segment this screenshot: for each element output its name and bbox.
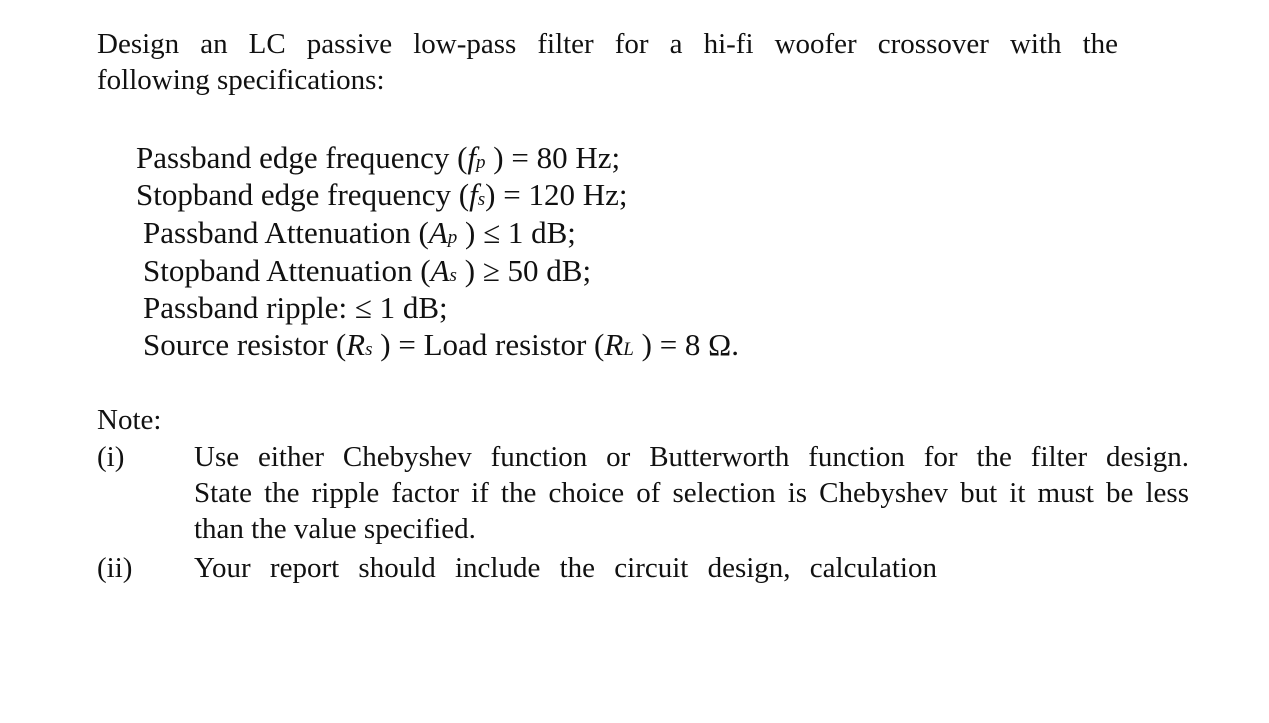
note-item-i-line-2: State the ripple factor if the choice of selection is Chebyshev but it must be less xyxy=(194,477,1189,509)
problem-intro xyxy=(97,26,1118,98)
intro-line-1: Design an LC passive low-pass filter for a hi-fi woofer crossover with the xyxy=(97,28,1118,60)
note-item-i-line-1: Use either Chebyshev function or Butterworth function for the filter design. xyxy=(194,441,1189,473)
spec-stopband-edge-frequency: Stopband edge frequency (fs) = 120 Hz; xyxy=(136,177,628,212)
spec-passband-ripple: Passband ripple: ≤ 1 dB; xyxy=(143,290,448,325)
spec-stopband-attenuation: Stopband Attenuation (As ) ≥ 50 dB; xyxy=(143,253,592,288)
note-item-ii: Your report should include the circuit design, calculation xyxy=(194,552,937,584)
note-item-i-line-3: than the value specified. xyxy=(194,513,476,545)
spec-passband-edge-frequency: Passband edge frequency (fp ) = 80 Hz; xyxy=(136,140,621,175)
note-item-number-i: (i) xyxy=(97,441,125,473)
note-item-number-ii: (ii) xyxy=(97,552,133,584)
note-item-i xyxy=(194,439,1189,547)
spec-passband-attenuation: Passband Attenuation (Ap ) ≤ 1 dB; xyxy=(143,215,576,250)
note-title: Note: xyxy=(97,404,162,436)
spec-source-load-resistor: Source resistor (Rs ) = Load resistor (RL ) = 8 Ω. xyxy=(143,327,739,362)
intro-line-2: following specifications: xyxy=(97,64,385,96)
